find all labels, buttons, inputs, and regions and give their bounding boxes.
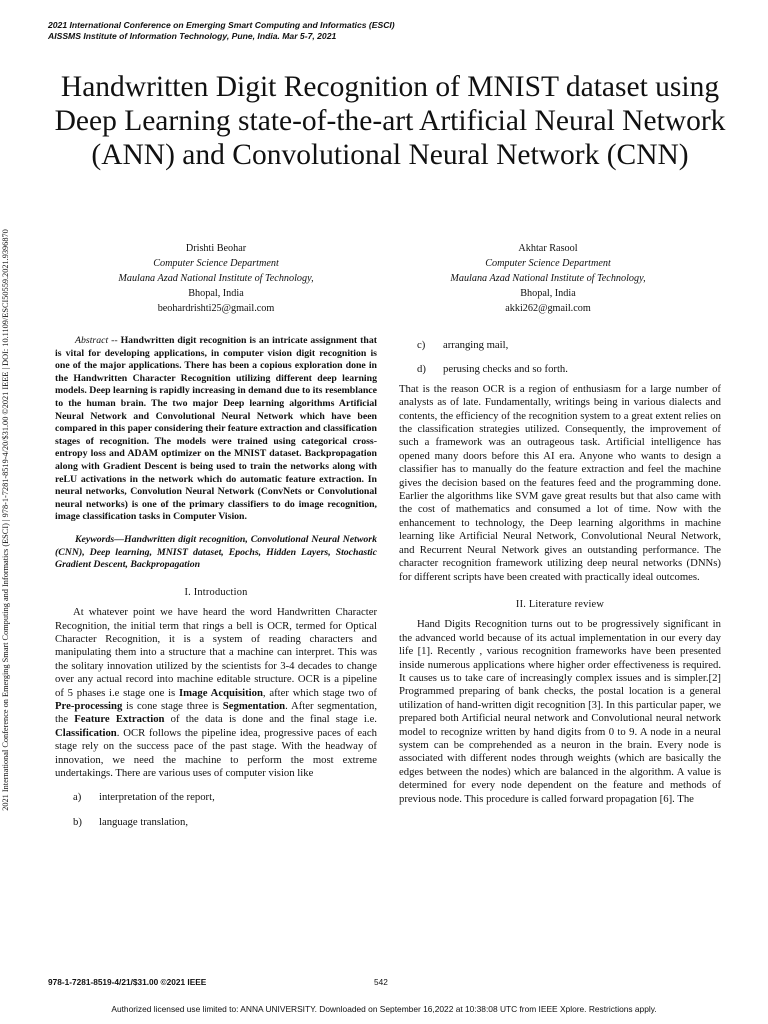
author-email: beohardrishti25@gmail.com (157, 303, 275, 314)
author-department: Computer Science Department (485, 258, 611, 269)
page-number: 542 (374, 977, 388, 987)
section-heading-introduction: I. Introduction (184, 586, 248, 598)
author-name: Drishti Beohar (185, 243, 247, 254)
author-name: Akhtar Rasool (518, 243, 578, 254)
list-item: b) language translation, (73, 815, 189, 828)
footer-isbn: 978-1-7281-8519-4/21/$31.00 ©2021 IEEE (48, 977, 207, 987)
intro-paragraph: At whatever point we have heard the word Handwritten Character Recognition, the initial term that rings a bell is OCR, termed for Optical Character Recognition, it is a system of reading characters and manipulating them into a structure that a machine can interpret. This was the solitary innovation utilized by the scientists for 3-4 decades to change over any actual record into machine editable structure. OCR is a pipeline of 5 phases i.e stage one is Image Acquisition, after which stage two of Pre-processing is cone stage three is Segmentation. After segmentation, the Feature Extraction of the data is done and the final stage i.e. Classification. OCR follows the pipeline idea, progressive paces of each stage rely on the success pace of the past stage. With the headway of innovation, we need the machine to perform the most extreme undertakings. There are various uses of computer vision like (55, 606, 377, 779)
author-email: akki262@gmail.com (505, 303, 591, 314)
author-department: Computer Science Department (153, 258, 279, 269)
abstract-text: Handwritten digit recognition is an intricate assignment that is vital for developing applications, in computer vision digit recognition is one of the major applications. There has been a copious exploration done in the Handwritten Character Recognition utilizing different deep learning models. Deep learning is rapidly increasing in demand due to its resemblance to the human brain. The two major Deep learning algorithms Artificial Neural Network and Convolutional Neural Network which have been compared in this paper considering their feature extraction and classification stages of recognition. The models were trained using categorical cross-entropy loss and ADAM optimizer on the MNIST dataset. Backpropagation along with Gradient Descent is being used to train the networks along with reLU activations in the network which do automatic feature extraction. In neural networks, Convolution Neural Network (ConvNets or Convolutional neural networks) is one of the primary classifiers to do image recognition, image classification tasks in Computer Vision. (55, 335, 377, 523)
paper-title: Handwritten Digit Recognition of MNIST dataset using Deep Learning state-of-the-art Artificial Neural Network (ANN) and Convolutional Neural Network (CNN) (54, 71, 726, 171)
left-column (55, 335, 377, 829)
list-item: c) arranging mail, (417, 339, 509, 351)
author-location: Bhopal, India (520, 288, 576, 299)
side-doi-note: 2021 International Conference on Emerging Smart Computing and Informatics (ESCI) | 978-1-7281-8519-4/20/$31.00 ©2021 IEEE | DOI: 10.1109/ESCI50559.2021.9396870 (1, 229, 10, 811)
list-item: a) interpretation of the report, (73, 791, 215, 804)
conference-line: 2021 International Conference on Emerging Smart Computing and Informatics (ESCI) (48, 20, 395, 30)
author-institute: Maulana Azad National Institute of Technology, (118, 273, 314, 284)
conference-header (48, 20, 395, 42)
keywords (55, 534, 377, 572)
section-heading-literature-review: II. Literature review (515, 598, 605, 610)
abstract (55, 335, 377, 524)
institute-line: AISSMS Institute of Information Technology, Pune, India. Mar 5-7, 2021 (48, 31, 337, 41)
keywords-label: Keywords— (75, 533, 124, 545)
list-item: d) perusing checks and so forth. (417, 363, 568, 376)
author-block-2 (418, 241, 678, 316)
author-institute: Maulana Azad National Institute of Technology, (450, 273, 646, 284)
keywords-text: Handwritten digit recognition, Convolutional Neural Network (CNN), Deep learning, MNIST dataset, Epochs, Hidden Layers, Stochastic Gradient Descent, Backpropagation (55, 533, 377, 571)
right-column (399, 339, 721, 806)
author-location: Bhopal, India (188, 288, 244, 299)
authorized-use-notice: Authorized licensed use limited to: ANNA UNIVERSITY. Downloaded on September 16,2022 at 10:38:08 UTC from IEEE Xplore. Restrictions apply. (111, 1004, 657, 1014)
abstract-label: Abstract -- (75, 335, 118, 346)
intro-paragraph-2: That is the reason OCR is a region of enthusiasm for a large number of analysts as of late. Fundamentally, writings being in various dialects and contents, the efficiency of the recognition system to a great extent relies on the classification strategies utilized. Consequently, the improvement of such a framework was an outrageous task. Artificial intelligence has opened many doors before this AI era. Anyone who wants to design a classifier has to manually do the feature extraction and feel the machine gives the decision based on the features feed and the programming done. Earlier the algorithms like SVM gave great results but that also came with the cost of mathematics and consumed a lot of time. Now with the enhancement to technology, the Deep learning algorithms in machine learning like Artificial Neural Network, Convolutional Neural Network, and Recurrent Neural Network gives an outstanding performance. The character recognition framework utilizing deep neural networks (DNNs) for different scripts have been created with practically ideal outcomes. (399, 382, 721, 583)
author-block-1 (86, 241, 346, 316)
literature-paragraph: Hand Digits Recognition turns out to be progressively significant in the advanced world because of its actual implementation in our every day life [1]. Recently , various recognition frameworks have been presented inside numerous applications where higher order effectiveness is required. It causes us to take care of increasingly complex issues and is simpler.[2] Programmed preparing of bank checks, the postal location is a general utilization of hand-written digit recognition [3]. In this particular paper, we prepared both Artificial neural network and Convolutional neural network model to recognize written by hand digits from 0 to 9. A node in a neural system can be comprehended as a neuron in the brain. Every node is associated with different nodes through weights (which are basically the edges between the nodes) which are balanced in the algorithm. A value is determined for every node dependent on the feature and methods of previous node. This procedure is called forward propagation [6]. The (399, 618, 721, 805)
